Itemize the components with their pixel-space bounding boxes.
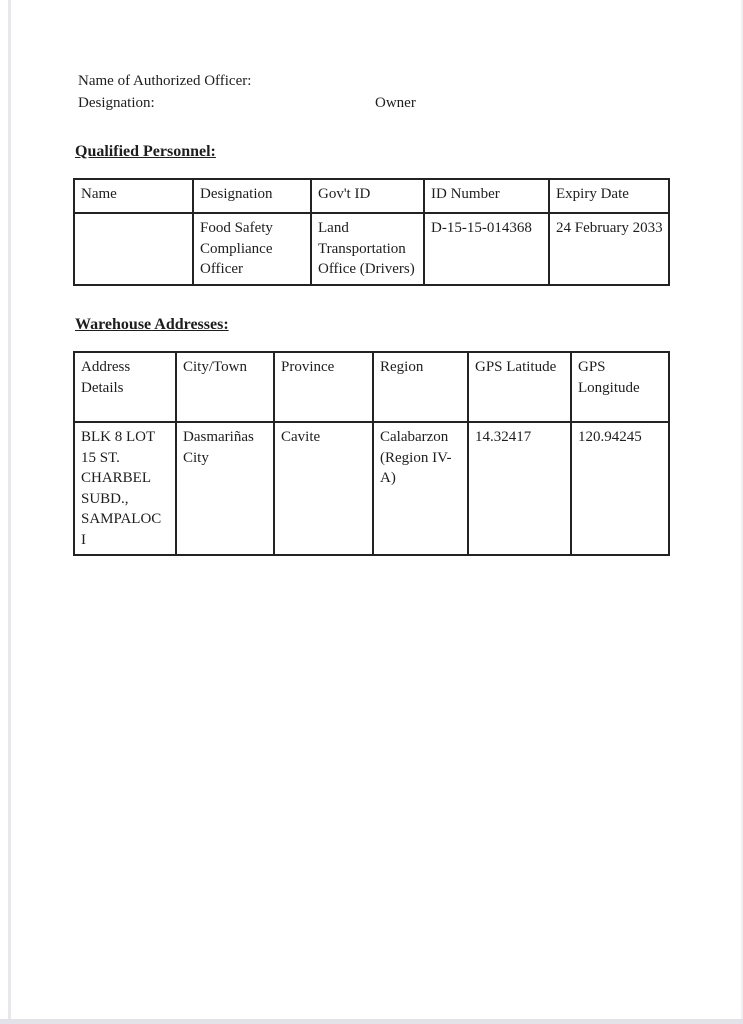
warehouse-col-header-city-town: City/Town [176, 352, 274, 422]
page-edge-shadow-bottom [0, 1019, 743, 1024]
page-edge-shadow-left [8, 0, 11, 1024]
officer-designation-row [78, 92, 683, 114]
warehouse-addresses-heading: Warehouse Addresses: [75, 316, 229, 333]
qualified-personnel-table [73, 178, 670, 286]
warehouse-col-header-gps-latitude: GPS Latitude [468, 352, 571, 422]
personnel-cell-expiry-date: 24 February 2033 [549, 213, 669, 285]
warehouse-cell-province: Cavite [274, 422, 373, 555]
warehouse-col-header-address-details: Address Details [74, 352, 176, 422]
personnel-col-header-designation: Designation [193, 179, 311, 213]
personnel-cell-govt-id: Land Transportation Office (Drivers) [311, 213, 424, 285]
warehouse-col-header-province: Province [274, 352, 373, 422]
personnel-col-header-expiry-date: Expiry Date [549, 179, 669, 213]
warehouse-cell-address-details: BLK 8 LOT 15 ST. CHARBEL SUBD., SAMPALOC I [74, 422, 176, 555]
personnel-header-row [74, 179, 669, 213]
authorized-officer-block [78, 70, 683, 114]
officer-name-label: Name of Authorized Officer: [78, 73, 252, 89]
warehouse-addresses-table [73, 351, 670, 556]
personnel-cell-designation: Food Safety Compliance Officer [193, 213, 311, 285]
warehouse-cell-gps-longitude: 120.94245 [571, 422, 669, 555]
officer-designation-value: Owner [375, 95, 416, 111]
qualified-personnel-heading: Qualified Personnel: [75, 143, 216, 160]
officer-designation-label: Designation: [78, 95, 155, 111]
warehouse-cell-gps-latitude: 14.32417 [468, 422, 571, 555]
personnel-cell-id-number: D-15-15-014368 [424, 213, 549, 285]
warehouse-cell-region: Calabarzon (Region IV-A) [373, 422, 468, 555]
warehouse-col-header-gps-longitude: GPS Longitude [571, 352, 669, 422]
personnel-col-header-name: Name [74, 179, 193, 213]
warehouse-col-header-region: Region [373, 352, 468, 422]
personnel-table-row [74, 213, 669, 285]
warehouse-table-row [74, 422, 669, 555]
personnel-col-header-id-number: ID Number [424, 179, 549, 213]
warehouse-cell-city-town: Dasmariñas City [176, 422, 274, 555]
personnel-cell-name [74, 213, 193, 285]
warehouse-header-row [74, 352, 669, 422]
officer-name-value [375, 70, 683, 92]
officer-name-row [78, 70, 683, 92]
document-content [73, 70, 683, 556]
personnel-col-header-govt-id: Gov't ID [311, 179, 424, 213]
